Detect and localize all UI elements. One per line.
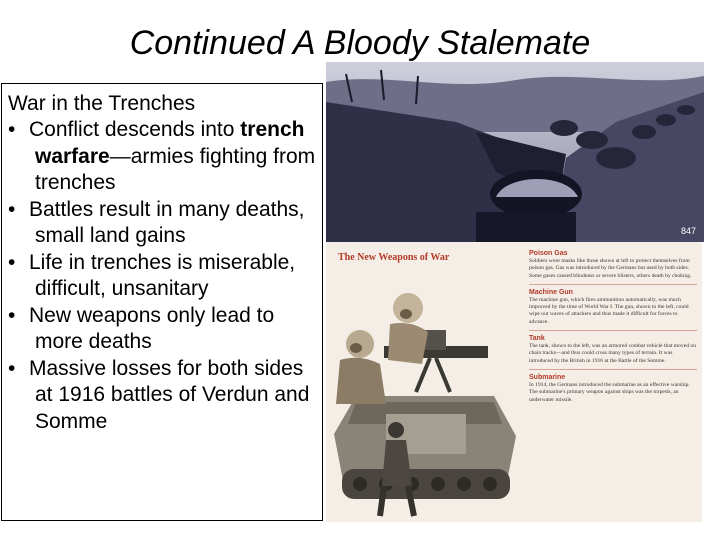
bullet-bold-text: trench warfare <box>35 118 305 168</box>
slide-title: Continued A Bloody Stalemate <box>129 24 591 62</box>
bullet-text-tail: —armies fighting from trenches <box>35 144 316 194</box>
weapon-heading: Machine Gun <box>529 288 573 296</box>
bullet-item <box>8 250 316 303</box>
weapon-description: In 1914, the Germans introduced the submarine as an effective warship. The submarine's primary weapon against ships was the torpedo, an underwater missile. <box>529 381 690 403</box>
weapons-panel <box>326 242 702 522</box>
bullet-marker: • <box>8 118 16 141</box>
weapon-description: The machine gun, which fires ammunition automatically, was much improved by the time of World War I. The gun, shown to the left, could wipe out waves of attackers and thus made it difficult for forces to advance. <box>529 296 689 325</box>
bullet-text: Life in trenches is miserable, difficult, unsanitary <box>29 250 296 300</box>
tank-image <box>334 396 516 499</box>
section-divider <box>529 330 697 331</box>
bullet-item <box>8 356 316 436</box>
bullet-item <box>8 197 316 250</box>
bullet-marker: • <box>8 356 16 380</box>
weapon-section-machine-gun <box>529 289 697 331</box>
weapon-heading: Poison Gas <box>529 250 568 257</box>
gas-mask-soldiers <box>336 293 428 404</box>
weapon-section-submarine <box>529 374 697 404</box>
weapons-illustration <box>326 264 524 522</box>
bullet-marker: • <box>8 250 16 274</box>
weapon-heading: Submarine <box>529 373 566 381</box>
bullet-item <box>8 117 316 197</box>
panel-title: The New Weapons of War <box>338 252 450 263</box>
bullet-text: Massive losses for both sides at 1916 battles of Verdun and Somme <box>29 356 310 433</box>
section-divider <box>529 369 697 370</box>
weapon-section-poison-gas <box>529 250 697 285</box>
bullet-text: New weapons only lead to more deaths <box>29 303 275 353</box>
trench-photo <box>326 62 704 242</box>
weapon-heading: Tank <box>529 335 545 343</box>
bullet-list <box>8 117 316 435</box>
page-number: 847 <box>681 226 697 236</box>
bullet-item <box>8 303 316 356</box>
section-divider <box>529 284 697 285</box>
weapon-description: Soldiers wore masks like those shown at left to protect themselves from poison gas. Gas was introduced by the Germans but used by both sides. Some gases caused blindness or severe blisters, others death by choking. <box>529 258 692 279</box>
weapon-description: The tank, shown to the left, was an armored combat vehicle that moved on chain tracks—and thus could cross many types of terrain. It was introduced by the British in 1916 at the Battle of the Somme. <box>529 343 696 364</box>
weapons-descriptions <box>529 250 697 408</box>
bullet-marker: • <box>8 197 16 221</box>
bullet-text: Conflict descends into <box>29 118 241 141</box>
weapon-section-tank <box>529 335 697 370</box>
trench-text-box <box>1 83 323 521</box>
bullet-text: Battles result in many deaths, small land gains <box>29 197 305 247</box>
bullet-marker: • <box>8 303 16 327</box>
box-heading: War in the Trenches <box>8 92 196 115</box>
